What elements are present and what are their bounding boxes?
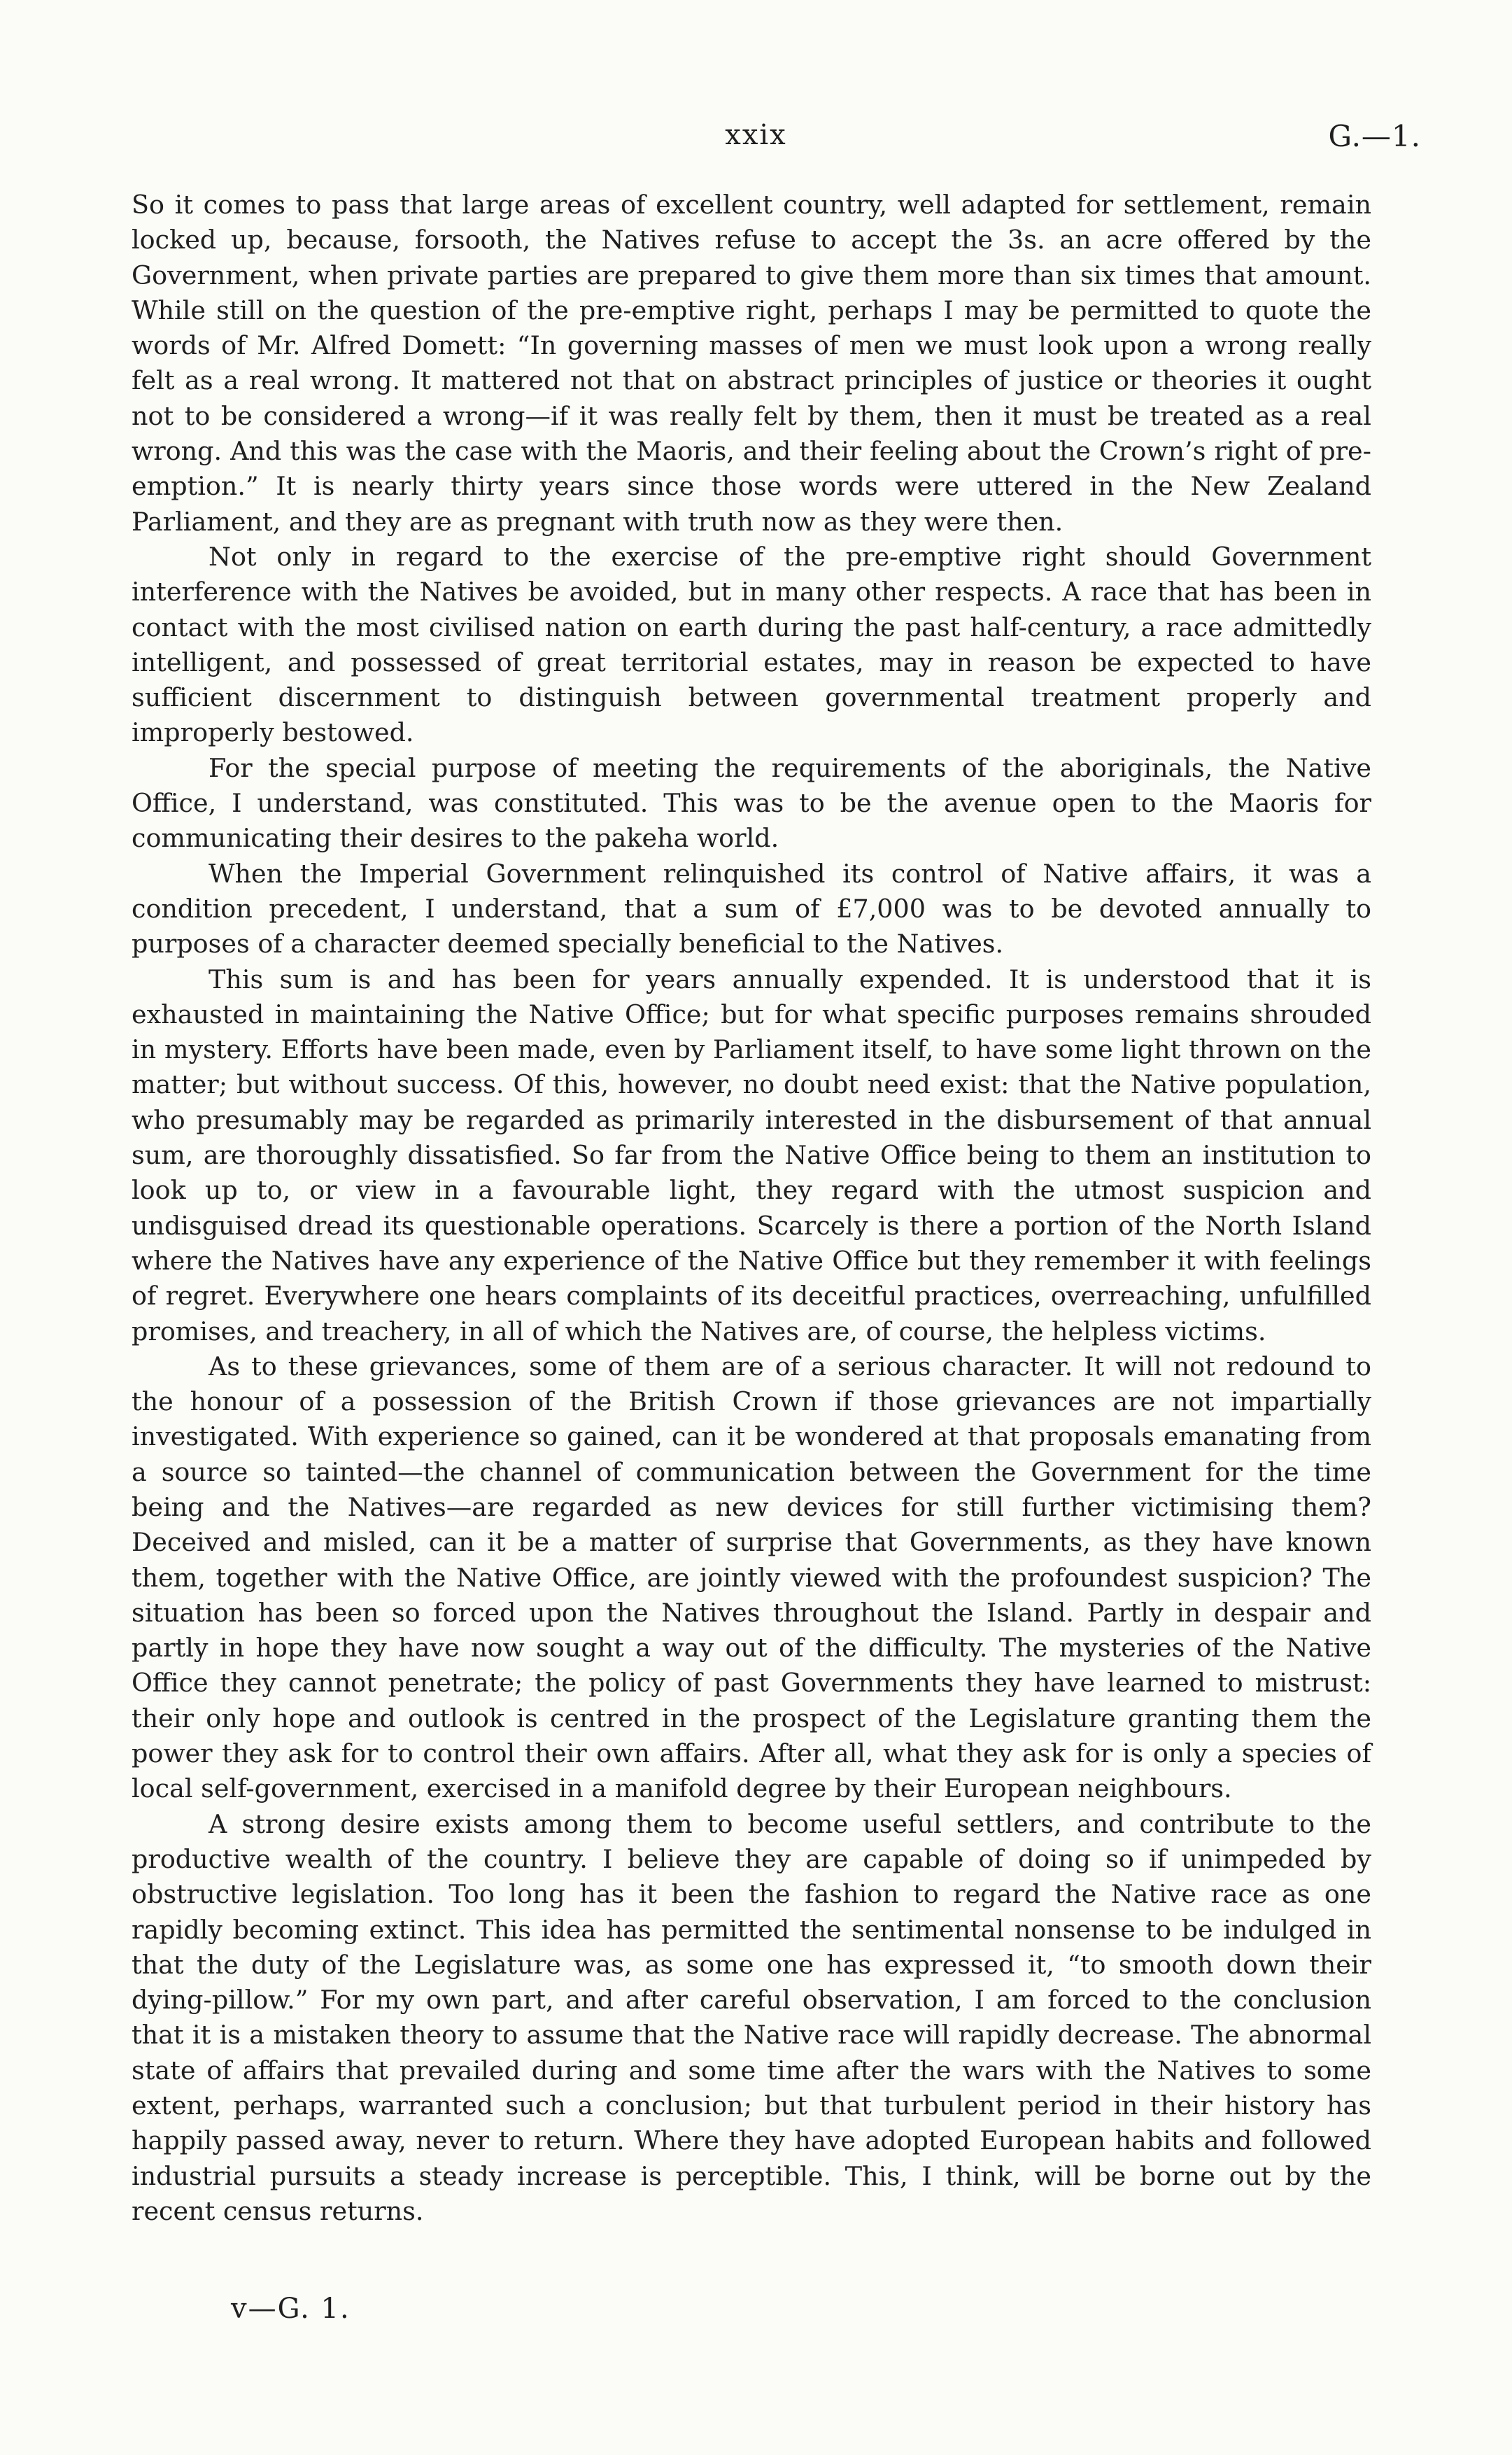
- paragraph-3: For the special purpose of meeting the requirements of the aboriginals, the Native Office, I understand, was constituted. This was to be the avenue open to the Maoris for communicating their desires to the pakeha world.: [132, 752, 1371, 854]
- paragraph-4: When the Imperial Government relinquished its control of Native affairs, it was a condition precedent, I understand, that a sum of £7,000 was to be devoted annually to purposes of a character deemed specially beneficial to the Natives.: [132, 858, 1371, 959]
- body-text: [132, 188, 1371, 2229]
- paragraph-5: This sum is and has been for years annually expended. It is understood that it is exhausted in maintaining the Native Office; but for what specific purposes remains shrouded in mystery. Efforts have been made, even by Parliament itself, to have some light thrown on the matter; but without success. Of this, however, no doubt need exist: that the Native population, who presumably may be regarded as primarily interested in the disbursement of that annual sum, are thoroughly dissatisfied. So far from the Native Office being to them an institution to look up to, or view in a favourable light, they regard with the utmost suspicion and undisguised dread its questionable operations. Scarcely is there a portion of the North Island where the Natives have any experience of the Native Office but they remember it with feelings of regret. Everywhere one hears complaints of its deceitful practices, overreaching, unfulfilled promises, and treachery, in all of which the Natives are, of course, the helpless victims.: [132, 964, 1371, 1346]
- paragraph-7: A strong desire exists among them to become useful settlers, and contribute to the productive wealth of the country. I believe they are capable of doing so if unimpeded by obstructive legislation. Too long has it been the fashion to regard the Native race as one rapidly becoming extinct. This idea has permitted the sentimental nonsense to be indulged in that the duty of the Legislature was, as some one has expressed it, “to smooth down their dying-pillow.” For my own part, and after careful observation, I am forced to the conclusion that it is a mistaken theory to assume that the Native race will rapidly decrease. The abnormal state of affairs that prevailed during and some time after the wars with the Natives to some extent, perhaps, warranted such a conclusion; but that turbulent period in their history has happily passed away, never to return. Where they have adopted European habits and followed industrial pursuits a steady increase is perceptible. This, I think, will be borne out by the recent census returns.: [132, 1808, 1371, 2226]
- document-reference: G.—1.: [1328, 119, 1421, 153]
- page-number: xxix: [725, 119, 787, 151]
- paragraph-1: So it comes to pass that large areas of excellent country, well adapted for settlement, remain locked up, because, forsooth, the Natives refuse to accept the 3s. an acre offered by the Government, when private parties are prepared to give them more than six times that amount. While still on the question of the pre-emptive right, perhaps I may be permitted to quote the words of Mr. Alfred Domett: “In governing masses of men we must look upon a wrong really felt as a real wrong. It mattered not that on abstract principles of justice or theories it ought not to be considered a wrong—if it was really felt by them, then it must be treated as a real wrong. And this was the case with the Maoris, and their feeling about the Crown’s right of pre-emption.” It is nearly thirty years since those words were uttered in the New Zealand Parliament, and they are as pregnant with truth now as they were then.: [132, 190, 1371, 537]
- signature-mark: v—G. 1.: [231, 2293, 351, 2325]
- paragraph-2: Not only in regard to the exercise of the pre-emptive right should Government interference with the Natives be avoided, but in many other respects. A race that has been in contact with the most civilised nation on earth during the past half-century, a race admittedly intelligent, and possessed of great territorial estates, may in reason be expected to have sufficient discernment to distinguish between governmental treatment properly and improperly bestowed.: [132, 541, 1371, 748]
- paragraph-6: As to these grievances, some of them are of a serious character. It will not redound to the honour of a possession of the British Crown if those grievances are not impartially investigated. With experience so gained, can it be wondered at that proposals emanating from a source so tainted—the channel of communication between the Government for the time being and the Natives—are regarded as new devices for still further victimising them? Deceived and misled, can it be a matter of surprise that Governments, as they have known them, together with the Native Office, are jointly viewed with the profoundest suspicion? The situation has been so forced upon the Natives throughout the Island. Partly in despair and partly in hope they have now sought a way out of the difficulty. The mysteries of the Native Office they cannot penetrate; the policy of past Governments they have learned to mistrust: their only hope and outlook is centred in the prospect of the Legislature granting them the power they ask for to control their own affairs. After all, what they ask for is only a species of local self-government, exercised in a manifold degree by their European neighbours.: [132, 1351, 1371, 1804]
